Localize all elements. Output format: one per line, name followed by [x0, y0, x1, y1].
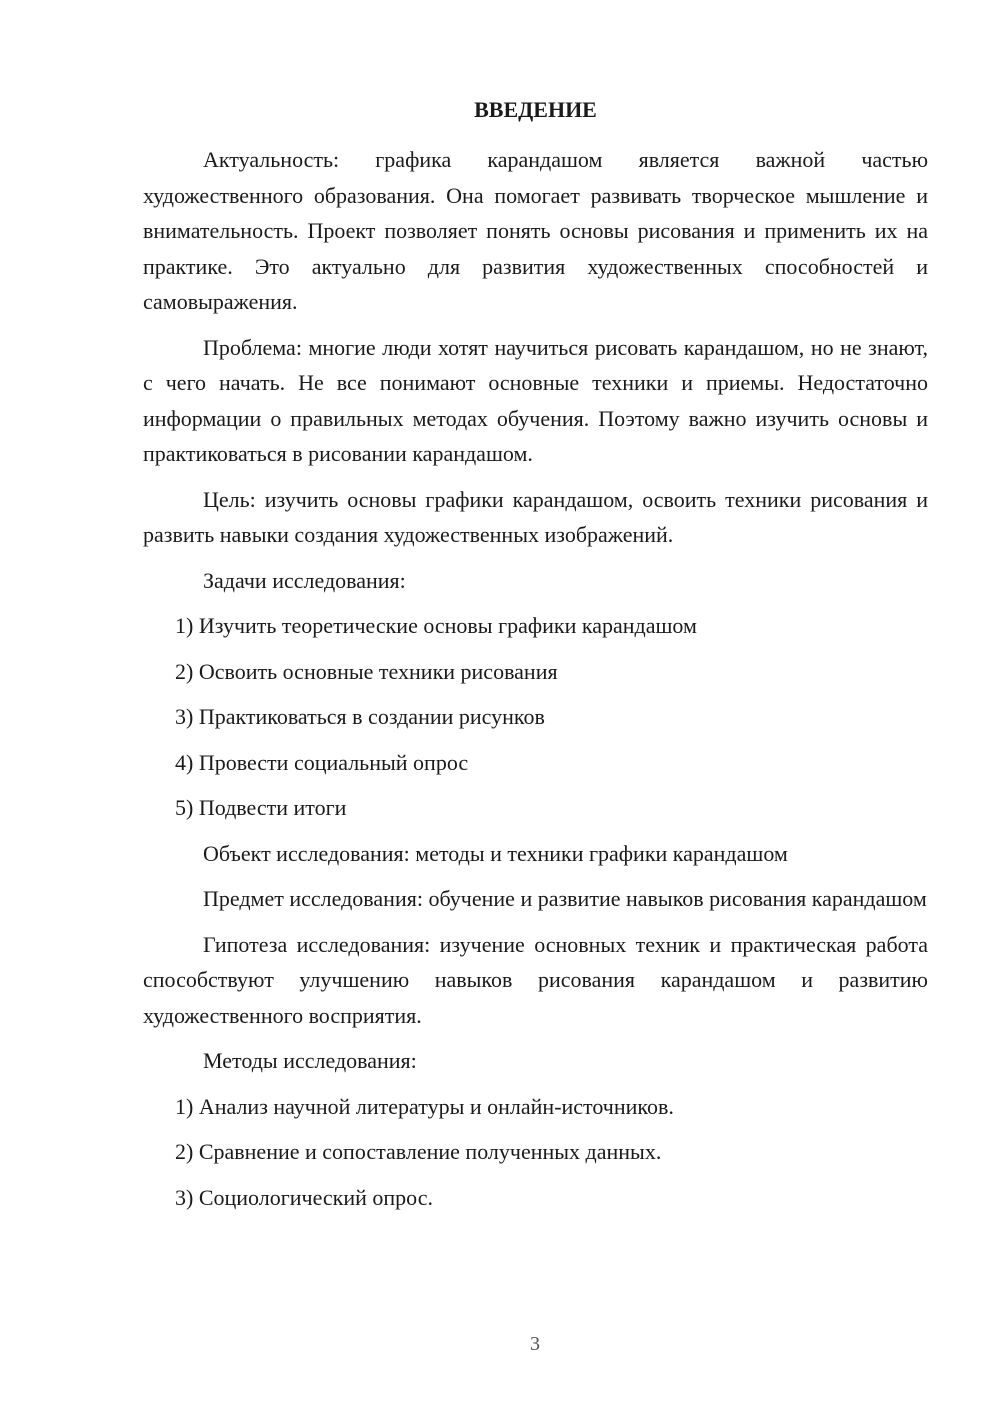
method-item: 2) Сравнение и сопоставление полученных данных. — [175, 1139, 662, 1164]
object-paragraph: Объект исследования: методы и техники графики карандашом — [203, 840, 788, 866]
hypothesis-paragraph: Гипотеза исследования: изучение основных техник и практическая работа способствуют улучшению навыков рисования карандашом и развитию художественного восприятия. — [143, 931, 928, 1028]
task-item: 1) Изучить теоретические основы графики карандашом — [175, 613, 697, 638]
goal-paragraph: Цель: изучить основы графики карандашом, освоить техники рисования и развить навыки создания художественных изображений. — [143, 486, 928, 547]
page-title: ВВЕДЕНИЕ — [474, 97, 597, 122]
task-item: 2) Освоить основные техники рисования — [175, 658, 558, 684]
task-item: 5) Подвести итоги — [175, 795, 347, 820]
methods-label: Методы исследования: — [203, 1048, 417, 1073]
problem-paragraph: Проблема: многие люди хотят научиться рисовать карандашом, но не знают, с чего начать. Не все понимают основные техники и приемы. Недостаточно информации о правильных методах обучения. Поэтому важно изучить основы и практиковаться в рисовании карандашом. — [143, 334, 928, 466]
task-item: 3) Практиковаться в создании рисунков — [175, 704, 545, 729]
task-item: 4) Провести социальный опрос — [175, 749, 469, 775]
method-item: 3) Социологический опрос. — [175, 1184, 433, 1210]
method-item: 1) Анализ научной литературы и онлайн-источников. — [175, 1093, 674, 1119]
tasks-list — [143, 608, 928, 826]
tasks-label: Задачи исследования: — [203, 567, 406, 593]
subject-paragraph: Предмет исследования: обучение и развитие навыков рисования карандашом — [203, 886, 927, 911]
document-page — [143, 88, 928, 1225]
relevance-paragraph: Актуальность: графика карандашом является важной частью художественного образования. Она помогает развивать творческое мышление и внимательность. Проект позволяет понять основы рисования и применить их на практике. Это актуально для развития художественных способностей и самовыражения. — [143, 147, 928, 314]
methods-list — [143, 1089, 928, 1216]
page-number: 3 — [530, 1333, 540, 1355]
